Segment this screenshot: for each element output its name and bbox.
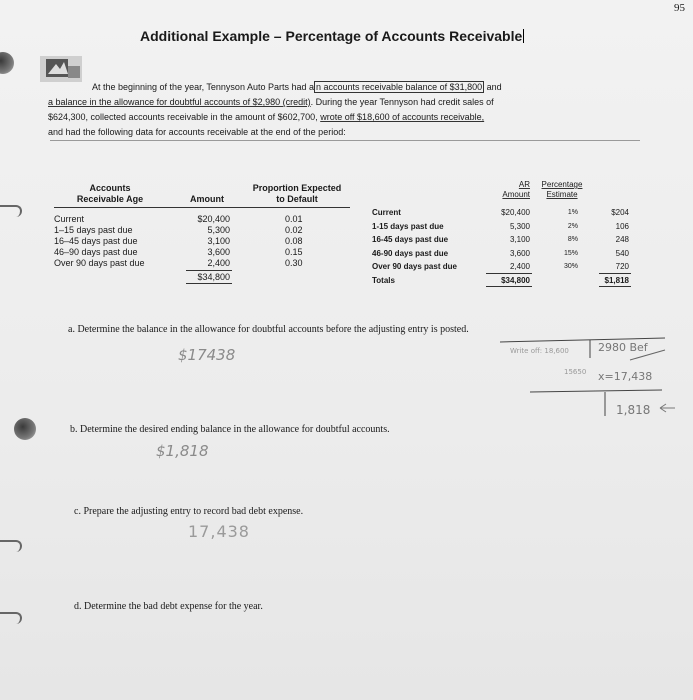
est-row-estimate: 540 [615,248,629,258]
est-row-estimate: $204 [611,208,629,217]
est-row-amount: $20,400 [501,208,530,217]
est-row-pct: 15% [563,249,578,257]
para-line3a: $624,300, collected accounts receivable in the amount of $602,700, [48,112,321,122]
aging-total-rule [186,270,232,271]
aging-row-prop: 0.30 [285,258,303,268]
est-row-estimate: 248 [615,235,629,244]
aging-header-age-1: Accounts [89,183,131,193]
est-amount-column [482,206,530,287]
est-header-ar-1: AR [518,180,530,189]
para-line2b: . During the year Tennyson had credit sales of [310,97,494,107]
aging-row-age: 46–90 days past due [54,247,138,257]
aging-row-prop: 0.02 [285,225,303,235]
aging-prop-column [285,214,325,269]
est-row-amount: 3,600 [509,248,530,258]
est-total-rule [486,273,532,274]
aging-amount-column [182,214,230,269]
est-est-rule [599,273,631,274]
question-c: c. Prepare the adjusting entry to record bad debt expense. [74,506,304,517]
aging-total-underline [186,283,232,284]
est-row-pct: 8% [567,236,578,243]
est-pct-column [550,206,578,274]
writeoff-highlight: wrote off $18,600 of accounts receivable, [320,112,485,122]
aging-row-amount: 5,300 [207,225,230,235]
binder-ring [0,540,22,552]
binder-hole [0,52,14,74]
estimate-table [370,182,640,292]
aging-row-amount: 2,400 [207,258,230,268]
est-row-amount: 3,100 [509,235,530,244]
aging-row-amount: 3,100 [207,236,230,246]
para-line1c: and [484,82,502,92]
divider [50,140,640,141]
est-estimate-column [595,206,629,287]
aging-row-age: Over 90 days past due [54,258,145,268]
t-x-value: x=17,438 [598,370,653,383]
text-cursor [523,29,524,43]
est-row-label: 1-15 days past due [372,221,444,231]
aging-header-amount: Amount [190,194,224,204]
est-row-label: 16-45 days past due [372,235,449,244]
para-line1a: At the beginning of the year, Tennyson Auto Parts had a [92,82,314,92]
t-beginning: 2980 Bef [598,341,648,354]
est-row-amount: 2,400 [509,262,530,271]
est-row-label: Current [372,208,401,217]
est-row-label: 46-90 days past due [372,248,449,258]
est-header-pct-1: Percentage [541,180,583,189]
aging-row-prop: 0.15 [285,247,303,257]
est-row-pct: 1% [567,209,578,216]
aging-row-prop: 0.01 [285,214,303,224]
answer-c: 17,438 [188,522,250,541]
aging-age-column [54,214,184,269]
binder-ring [0,205,22,217]
aging-row-prop: 0.08 [285,236,303,246]
est-total-estimate: $1,818 [604,275,629,285]
t-result: 1,818 [616,403,651,417]
logo-icon [40,56,82,82]
est-total-label: Totals [372,275,395,285]
aging-header-age-2: Receivable Age [76,194,144,204]
allowance-highlight: a balance in the allowance for doubtful accounts of $2,980 (credit) [48,97,311,107]
t-writeoff: Write off: 18,600 [510,347,569,355]
aging-total: $34,800 [197,272,230,282]
est-row-label: Over 90 days past due [372,262,457,271]
est-row-pct: 30% [563,263,578,270]
est-est-underline [599,286,631,287]
est-row-estimate: 106 [615,221,629,231]
page-number: 95 [674,2,685,14]
answer-b: $1,818 [156,442,209,460]
est-header-pct-2: Estimate [546,190,578,199]
question-d: d. Determine the bad debt expense for the year. [74,601,263,612]
aging-row-age: 16–45 days past due [54,236,138,246]
est-header-ar-2: Amount [502,190,530,199]
aging-header-prop-2: to Default [276,194,318,204]
answer-a: $17438 [178,346,236,364]
para-line4: and had the following data for accounts receivable at the end of the period: [48,127,346,137]
aging-row-age: 1–15 days past due [54,225,133,235]
aging-table [52,183,352,298]
t-subtotal: 15650 [564,368,587,376]
ar-balance-highlight: n accounts receivable balance of $31,800 [316,82,483,92]
binder-ring [0,612,22,624]
title-text: Additional Example – Percentage of Accounts Receivable [140,28,523,44]
est-total-underline [486,286,532,287]
est-total-amount: $34,800 [501,275,530,285]
page-title [140,28,524,44]
aging-header-prop-1: Proportion Expected [252,183,342,193]
binder-hole [14,418,36,440]
question-a: a. Determine the balance in the allowance for doubtful accounts before the adjusting entry is posted. [68,324,469,335]
est-label-column [372,206,492,287]
est-row-amount: 5,300 [509,221,530,231]
question-b: b. Determine the desired ending balance in the allowance for doubtful accounts. [70,424,390,435]
problem-paragraph [48,80,608,140]
aging-row-age: Current [54,214,85,224]
est-row-estimate: 720 [615,262,629,271]
est-row-pct: 2% [567,222,578,230]
aging-header-rule [54,207,350,208]
aging-row-amount: 3,600 [207,247,230,257]
aging-row-amount: $20,400 [197,214,230,224]
